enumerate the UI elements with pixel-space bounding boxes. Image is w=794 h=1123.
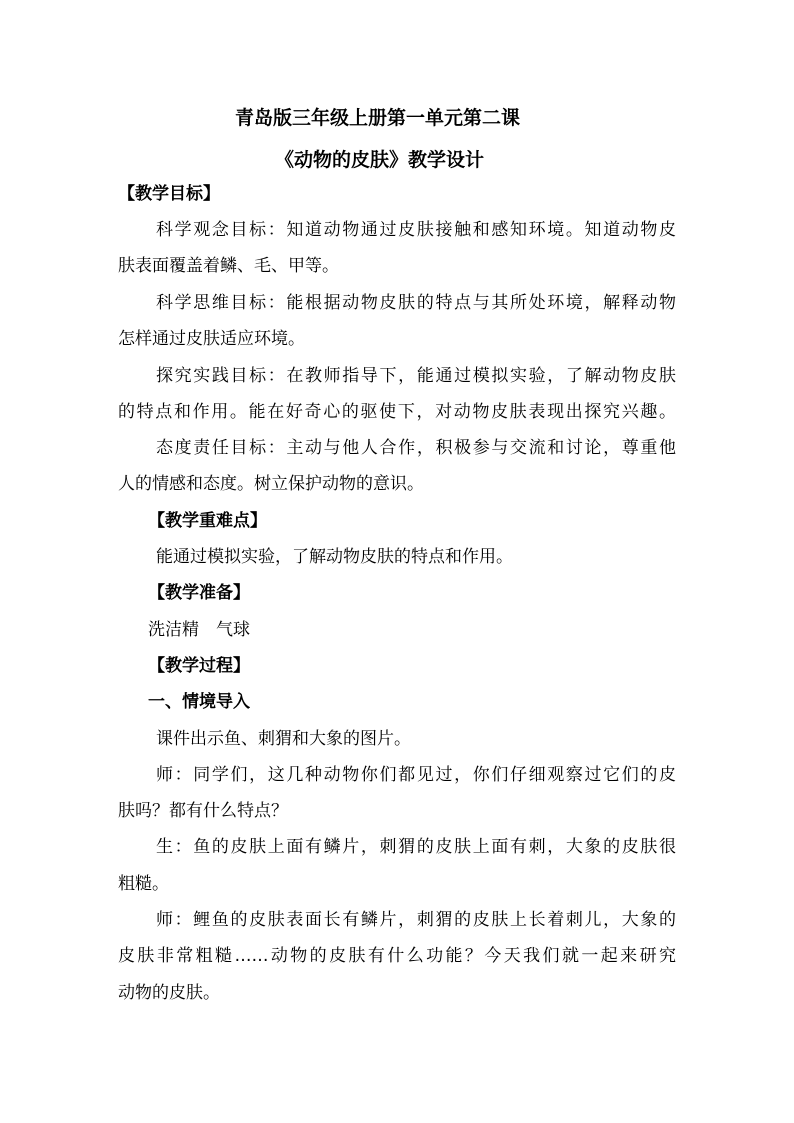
process-paragraph-3-line2: 粗糙。 (118, 874, 169, 894)
objective-science-concept-line1: 科学观念目标：知道动物通过皮肤接触和感知环境。知道动物皮 (156, 220, 676, 240)
document-subtitle: 《动物的皮肤》教学设计 (275, 149, 485, 171)
section-heading-key-points: 【教学重难点】 (148, 511, 267, 531)
process-paragraph-4-line1: 师：鲤鱼的皮肤表面长有鳞片，刺猬的皮肤上长着刺儿，大象的 (156, 910, 676, 930)
preparation-text: 洗洁精 气球 (148, 620, 250, 640)
process-paragraph-2-line2: 肤吗？都有什么特点？ (118, 801, 288, 821)
document-title: 青岛版三年级上册第一单元第二课 (235, 107, 521, 129)
section-heading-preparation: 【教学准备】 (148, 583, 250, 603)
objective-science-concept-line2: 肤表面覆盖着鳞、毛、甲等。 (118, 256, 339, 276)
part1-heading: 一、情境导入 (148, 692, 250, 712)
objective-science-thinking-line2: 怎样通过皮肤适应环境。 (118, 329, 305, 349)
objective-inquiry-practice-line2: 的特点和作用。能在好奇心的驱使下，对动物皮肤表现出探究兴趣。 (118, 402, 676, 422)
process-paragraph-1: 课件出示鱼、刺猬和大象的图片。 (156, 729, 411, 749)
process-paragraph-2-line1: 师：同学们，这几种动物你们都见过，你们仔细观察过它们的皮 (156, 765, 676, 785)
process-paragraph-4-line3: 动物的皮肤。 (118, 983, 220, 1003)
objective-science-thinking-line1: 科学思维目标：能根据动物皮肤的特点与其所处环境，解释动物 (156, 293, 676, 313)
process-paragraph-4-line2: 皮肤非常粗糙……动物的皮肤有什么功能？今天我们就一起来研究 (118, 946, 676, 966)
objective-inquiry-practice-line1: 探究实践目标：在教师指导下，能通过模拟实验，了解动物皮肤 (156, 366, 676, 386)
objective-attitude-line2: 人的情感和态度。树立保护动物的意识。 (118, 474, 424, 494)
section-heading-objectives: 【教学目标】 (118, 184, 220, 204)
objective-attitude-line1: 态度责任目标：主动与他人合作，积极参与交流和讨论，尊重他 (156, 438, 676, 458)
key-points-text: 能通过模拟实验，了解动物皮肤的特点和作用。 (156, 547, 513, 567)
section-heading-process: 【教学过程】 (148, 656, 250, 676)
process-paragraph-3-line1: 生：鱼的皮肤上面有鳞片，刺猬的皮肤上面有刺，大象的皮肤很 (156, 837, 676, 857)
